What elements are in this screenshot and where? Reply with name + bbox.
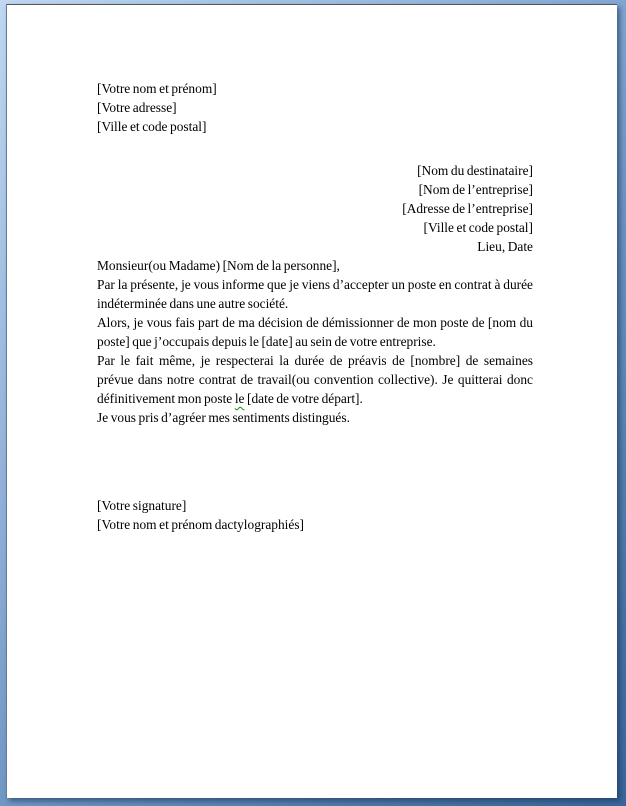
salutation-line: Monsieur(ou Madame) [Nom de la personne], <box>97 258 340 273</box>
paragraph-new-position: Par la présente, je vous informe que je viens d’accepter un poste en contrat à durée indéterminée dans une autre société. <box>97 277 533 311</box>
signature-block <box>97 496 533 534</box>
sender-city-line: [Ville et code postal] <box>97 119 207 134</box>
notice-text-after: [date de votre départ]. <box>244 391 363 406</box>
notice-text-before: Par le fait même, je respecterai la durée de préavis de [nombre] de semaines prévue dans notre contrat de travail(ou convention collective). Je quitterai donc définitivement mon poste <box>97 353 533 406</box>
recipient-city-line: [Ville et code postal] <box>423 220 533 235</box>
place-and-date-line: Lieu, Date <box>477 239 533 254</box>
sender-address-line: [Votre adresse] <box>97 100 177 115</box>
sender-address-block <box>97 79 533 136</box>
document-page <box>6 4 617 798</box>
recipient-address-block <box>97 161 533 237</box>
signature-line: [Votre signature] <box>97 498 187 513</box>
typed-name-line: [Votre nom et prénom dactylographiés] <box>97 517 305 532</box>
grammar-flagged-word: le <box>234 391 245 406</box>
closing-line: Je vous pris d’agréer mes sentiments distingués. <box>97 410 350 425</box>
recipient-company-address-line: [Adresse de l’entreprise] <box>402 201 533 216</box>
recipient-name-line: [Nom du destinataire] <box>417 163 533 178</box>
paragraph-resignation-decision: Alors, je vous fais part de ma décision de démissionner de mon poste de [nom du poste] que j’occupais depuis le [date] au sein de votre entreprise. <box>97 315 533 349</box>
sender-name-line: [Votre nom et prénom] <box>97 81 217 96</box>
recipient-company-line: [Nom de l’entreprise] <box>418 182 533 197</box>
letter-content <box>7 5 617 798</box>
paragraph-notice-period <box>97 351 533 408</box>
